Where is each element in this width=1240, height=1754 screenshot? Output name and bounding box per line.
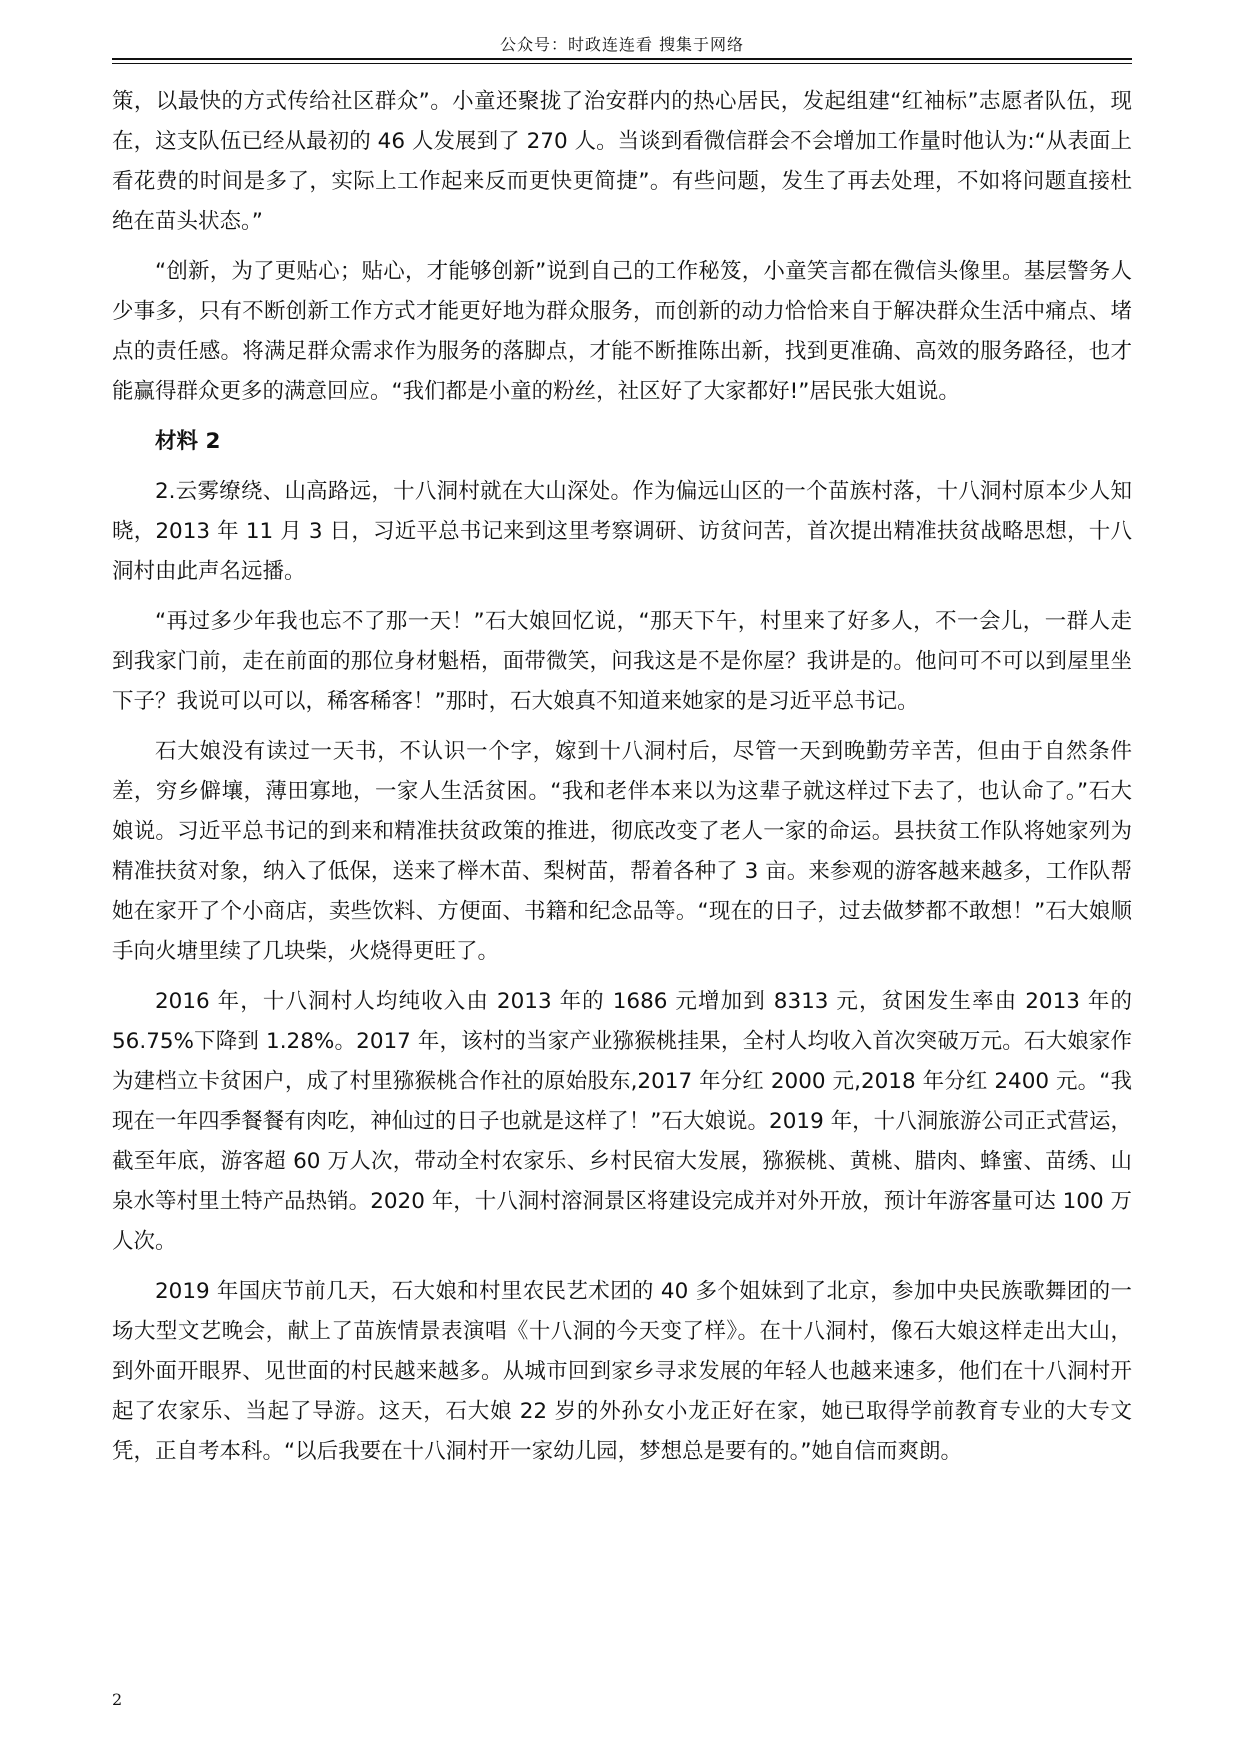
paragraph: 2019 年国庆节前几天，石大娘和村里农民艺术团的 40 多个姐妹到了北京，参加中央民族歌舞团的一场大型文艺晚会，献上了苗族情景表演唱《十八洞的今天变了样》。在十八洞村，像石大娘这样走出大山，到外面开眼界、见世面的村民越来越多。从城市回到家乡寻求发展的年轻人也越来速多，他们在十八洞村开起了农家乐、当起了导游。这天，石大娘 22 岁的外孙女小龙正好在家，她已取得学前教育专业的大专文凭，正自考本科。“以后我要在十八洞村开一家幼儿园，梦想总是要有的。”她自信而爽朗。 [112,1279,1132,1464]
document-body [112,82,1132,1482]
paragraph: 2.云雾缭绕、山高路远，十八洞村就在大山深处。作为偏远山区的一个苗族村落，十八洞村原本少人知晓，2013 年 11 月 3 日，习近平总书记来到这里考察调研、访贫问苦，首次提出精准扶贫战略思想，十八洞村由此声名远播。 [112,479,1132,584]
paragraph: 石大娘没有读过一天书，不认识一个字，嫁到十八洞村后，尽管一天到晚勤劳辛苦，但由于自然条件差，穷乡僻壤，薄田寡地，一家人生活贫困。“我和老伴本来以为这辈子就这样过下去了，也认命了。”石大娘说。习近平总书记的到来和精准扶贫政策的推进，彻底改变了老人一家的命运。县扶贫工作队将她家列为精准扶贫对象，纳入了低保，送来了榉木苗、梨树苗，帮着各种了 3 亩。来参观的游客越来越多，工作队帮她在家开了个小商店，卖些饮料、方便面、书籍和纪念品等。“现在的日子，过去做梦都不敢想！”石大娘顺手向火塘里续了几块柴，火烧得更旺了。 [112,739,1132,964]
page-header: 公众号：时政连连看 搜集于网络 [499,35,745,54]
section-heading: 材料 2 [155,429,221,454]
paragraph: 2016 年，十八洞村人均纯收入由 2013 年的 1686 元增加到 8313 元，贫困发生率由 2013 年的 56.75%下降到 1.28%。2017 年，该村的当家产业猕猴桃挂果，全村人均收入首次突破万元。石大娘家作为建档立卡贫困户，成了村里猕猴桃合作社的原始股东,2017 年分红 2000 元,2018 年分红 2400 元。“我现在一年四季餐餐有肉吃，神仙过的日子也就是这样了！”石大娘说。2019 年，十八洞旅游公司正式营运，截至年底，游客超 60 万人次，带动全村农家乐、乡村民宿大发展，猕猴桃、黄桃、腊肉、蜂蜜、苗绣、山泉水等村里土特产品热销。2020 年，十八洞村溶洞景区将建设完成并对外开放，预计年游客量可达 100 万人次。 [112,989,1132,1254]
paragraph-continued: 策，以最快的方式传给社区群众”。小童还聚拢了治安群内的热心居民，发起组建“红袖标”志愿者队伍，现在，这支队伍已经从最初的 46 人发展到了 270 人。当谈到看微信群会不会增加工作量时他认为:“从表面上看花费的时间是多了，实际上工作起来反而更快更简捷”。有些问题，发生了再去处理，不如将问题直接杜绝在苗头状态。” [112,89,1132,234]
header-rule-thick [112,58,1132,60]
paragraph: “再过多少年我也忘不了那一天！”石大娘回忆说，“那天下午，村里来了好多人，不一会儿，一群人走到我家门前，走在前面的那位身材魁梧，面带微笑，问我这是不是你屋？我讲是的。他问可不可以到屋里坐下子？我说可以可以，稀客稀客！”那时，石大娘真不知道来她家的是习近平总书记。 [112,609,1132,714]
header-rule-thin [112,63,1132,64]
page-number: 2 [112,1690,123,1709]
paragraph: “创新，为了更贴心；贴心，才能够创新”说到自己的工作秘笈，小童笑言都在微信头像里。基层警务人少事多，只有不断创新工作方式才能更好地为群众服务，而创新的动力恰恰来自于解决群众生活中痛点、堵点的责任感。将满足群众需求作为服务的落脚点，才能不断推陈出新，找到更准确、高效的服务路径，也才能赢得群众更多的满意回应。“我们都是小童的粉丝，社区好了大家都好!”居民张大姐说。 [112,259,1132,404]
